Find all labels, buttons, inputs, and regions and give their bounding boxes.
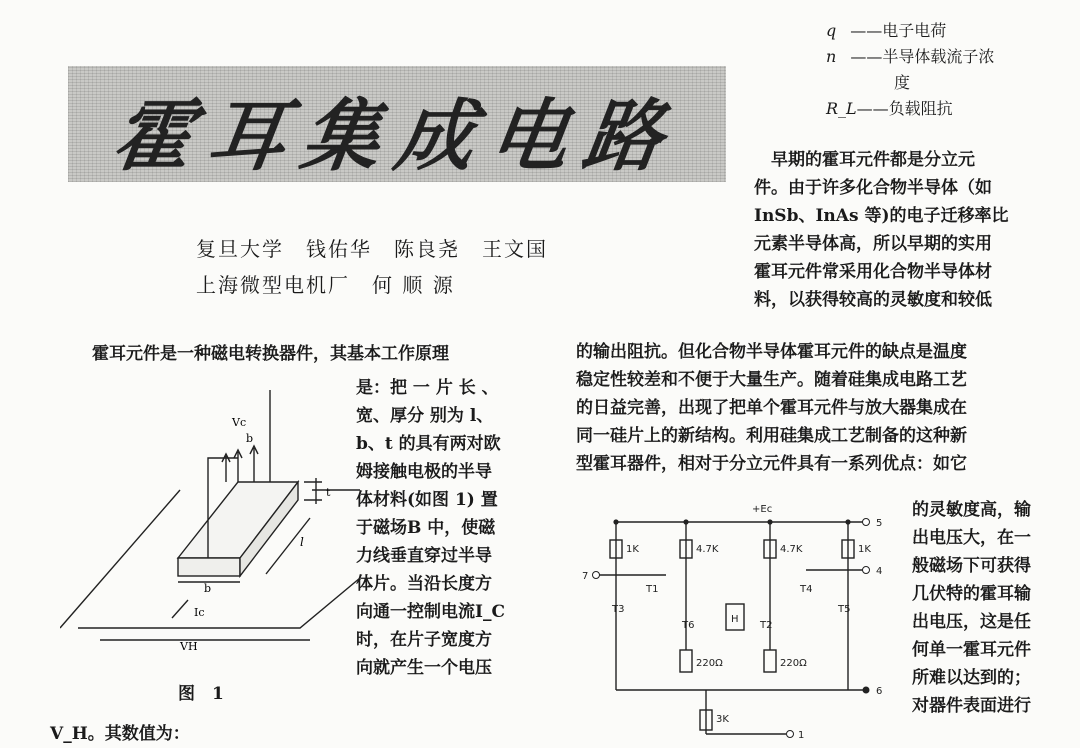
label-supply: +Ec <box>752 504 773 515</box>
text-line: 几伏特的霍耳输 <box>912 584 1031 604</box>
title-banner <box>68 66 726 182</box>
label-r-4k7-left: 4.7K <box>696 544 719 555</box>
symbol-definitions <box>826 18 1076 122</box>
label-t3: T3 <box>612 604 625 615</box>
figure-1-caption: 图 1 <box>178 684 224 704</box>
label-r-220-left: 220Ω <box>696 658 723 669</box>
label-r-220-right: 220Ω <box>780 658 807 669</box>
text-line: 元素半导体高，所以早期的实用 <box>754 234 992 254</box>
text-line: 体材料(如图 1) 置 <box>356 490 498 510</box>
text-line: InSb、InAs 等)的电子迁移率比 <box>754 206 1009 226</box>
def-row: R_L——负载阻抗 <box>826 99 953 118</box>
label-r-4k7-right: 4.7K <box>780 544 803 555</box>
label-hall: H <box>731 614 739 625</box>
pin-1: 1 <box>798 730 805 741</box>
label-t: t <box>326 486 331 499</box>
text-line: 何单一霍耳元件 <box>912 640 1031 660</box>
label-b: b <box>246 432 254 445</box>
text-line: 体片。当沿长度方 <box>356 574 492 594</box>
left-column-text <box>356 374 556 682</box>
label-r-1k-left: 1K <box>626 544 639 555</box>
author-line-1: 复旦大学 钱佑华 陈良尧 王文国 <box>196 237 548 261</box>
text-line: 出电压，这是任 <box>912 612 1031 632</box>
text-line: 霍耳元件常采用化合物半导体材 <box>754 262 992 282</box>
pin-6: 6 <box>876 686 883 697</box>
label-t-extra: T6 <box>682 620 695 631</box>
text-line: 宽、厚分 别为 l、 <box>356 406 494 426</box>
text-line: 所难以达到的； <box>912 668 1031 688</box>
author-line-2: 上海微型电机厂 何 顺 源 <box>196 273 455 297</box>
pin-4: 4 <box>876 566 883 577</box>
page-title: 霍耳集成电路 <box>107 91 685 182</box>
text-line: 稳定性较差和不便于大量生产。随着硅集成电路工艺 <box>576 370 967 390</box>
text-line: 料，以获得较高的灵敏度和较低 <box>754 290 992 310</box>
text-line: 是：把 一 片 长 、 <box>356 378 499 398</box>
label-b-width: b <box>204 582 212 595</box>
def-row: n ——半导体载流子浓 <box>826 47 995 66</box>
pin-7: 7 <box>582 571 589 582</box>
text-line: 同一硅片上的新结构。利用硅集成工艺制备的这种新 <box>576 426 967 446</box>
label-t2: T2 <box>760 620 773 631</box>
text-line: 早期的霍耳元件都是分立元 <box>754 150 975 170</box>
text-line: 于磁场B 中，使磁 <box>356 518 496 538</box>
label-vh: VH <box>180 640 198 653</box>
pin-5: 5 <box>876 518 883 529</box>
text-line: 对器件表面进行 <box>912 696 1031 716</box>
label-r-3k: 3K <box>716 714 729 725</box>
circuit-diagram <box>576 500 906 748</box>
text-line: 型霍耳器件，相对于分立元件具有一系列优点：如它 <box>576 454 967 474</box>
text-line: 向就产生一个电压 <box>356 658 492 678</box>
label-t4: T4 <box>800 584 813 595</box>
formula-lead: V_H。其数值为： <box>50 724 190 744</box>
intro-line: 霍耳元件是一种磁电转换器件，其基本工作原理 <box>92 344 449 364</box>
text-line: 向通一控制电流I_C <box>356 602 505 622</box>
text-line: 时，在片子宽度方 <box>356 630 492 650</box>
figure-1-diagram <box>60 378 360 678</box>
text-line: 件。由于许多化合物半导体（如 <box>754 178 992 198</box>
label-t6: T5 <box>838 604 851 615</box>
text-line: 般磁场下可获得 <box>912 556 1031 576</box>
text-line: 姆接触电极的半导 <box>356 462 492 482</box>
text-line: 的灵敏度高，输 <box>912 500 1031 520</box>
text-line: 的日益完善，出现了把单个霍耳元件与放大器集成在 <box>576 398 967 418</box>
label-l: l <box>300 535 304 549</box>
def-row: 度 <box>894 73 911 92</box>
label-r-1k-right: 1K <box>858 544 871 555</box>
wide-paragraph <box>576 338 1076 478</box>
right-lower-text <box>912 496 1078 720</box>
text-line: b、t 的具有两对欧 <box>356 434 501 454</box>
def-row: q ——电子电荷 <box>826 21 947 40</box>
text-line: 力线垂直穿过半导 <box>356 546 492 566</box>
text-line: 出电压大，在一 <box>912 528 1031 548</box>
label-vc: Vc <box>232 416 247 429</box>
text-line: 的输出阻抗。但化合物半导体霍耳元件的缺点是温度 <box>576 342 967 362</box>
label-ic: Ic <box>194 606 205 619</box>
right-column-text <box>754 146 1074 314</box>
label-t1: T1 <box>646 584 659 595</box>
